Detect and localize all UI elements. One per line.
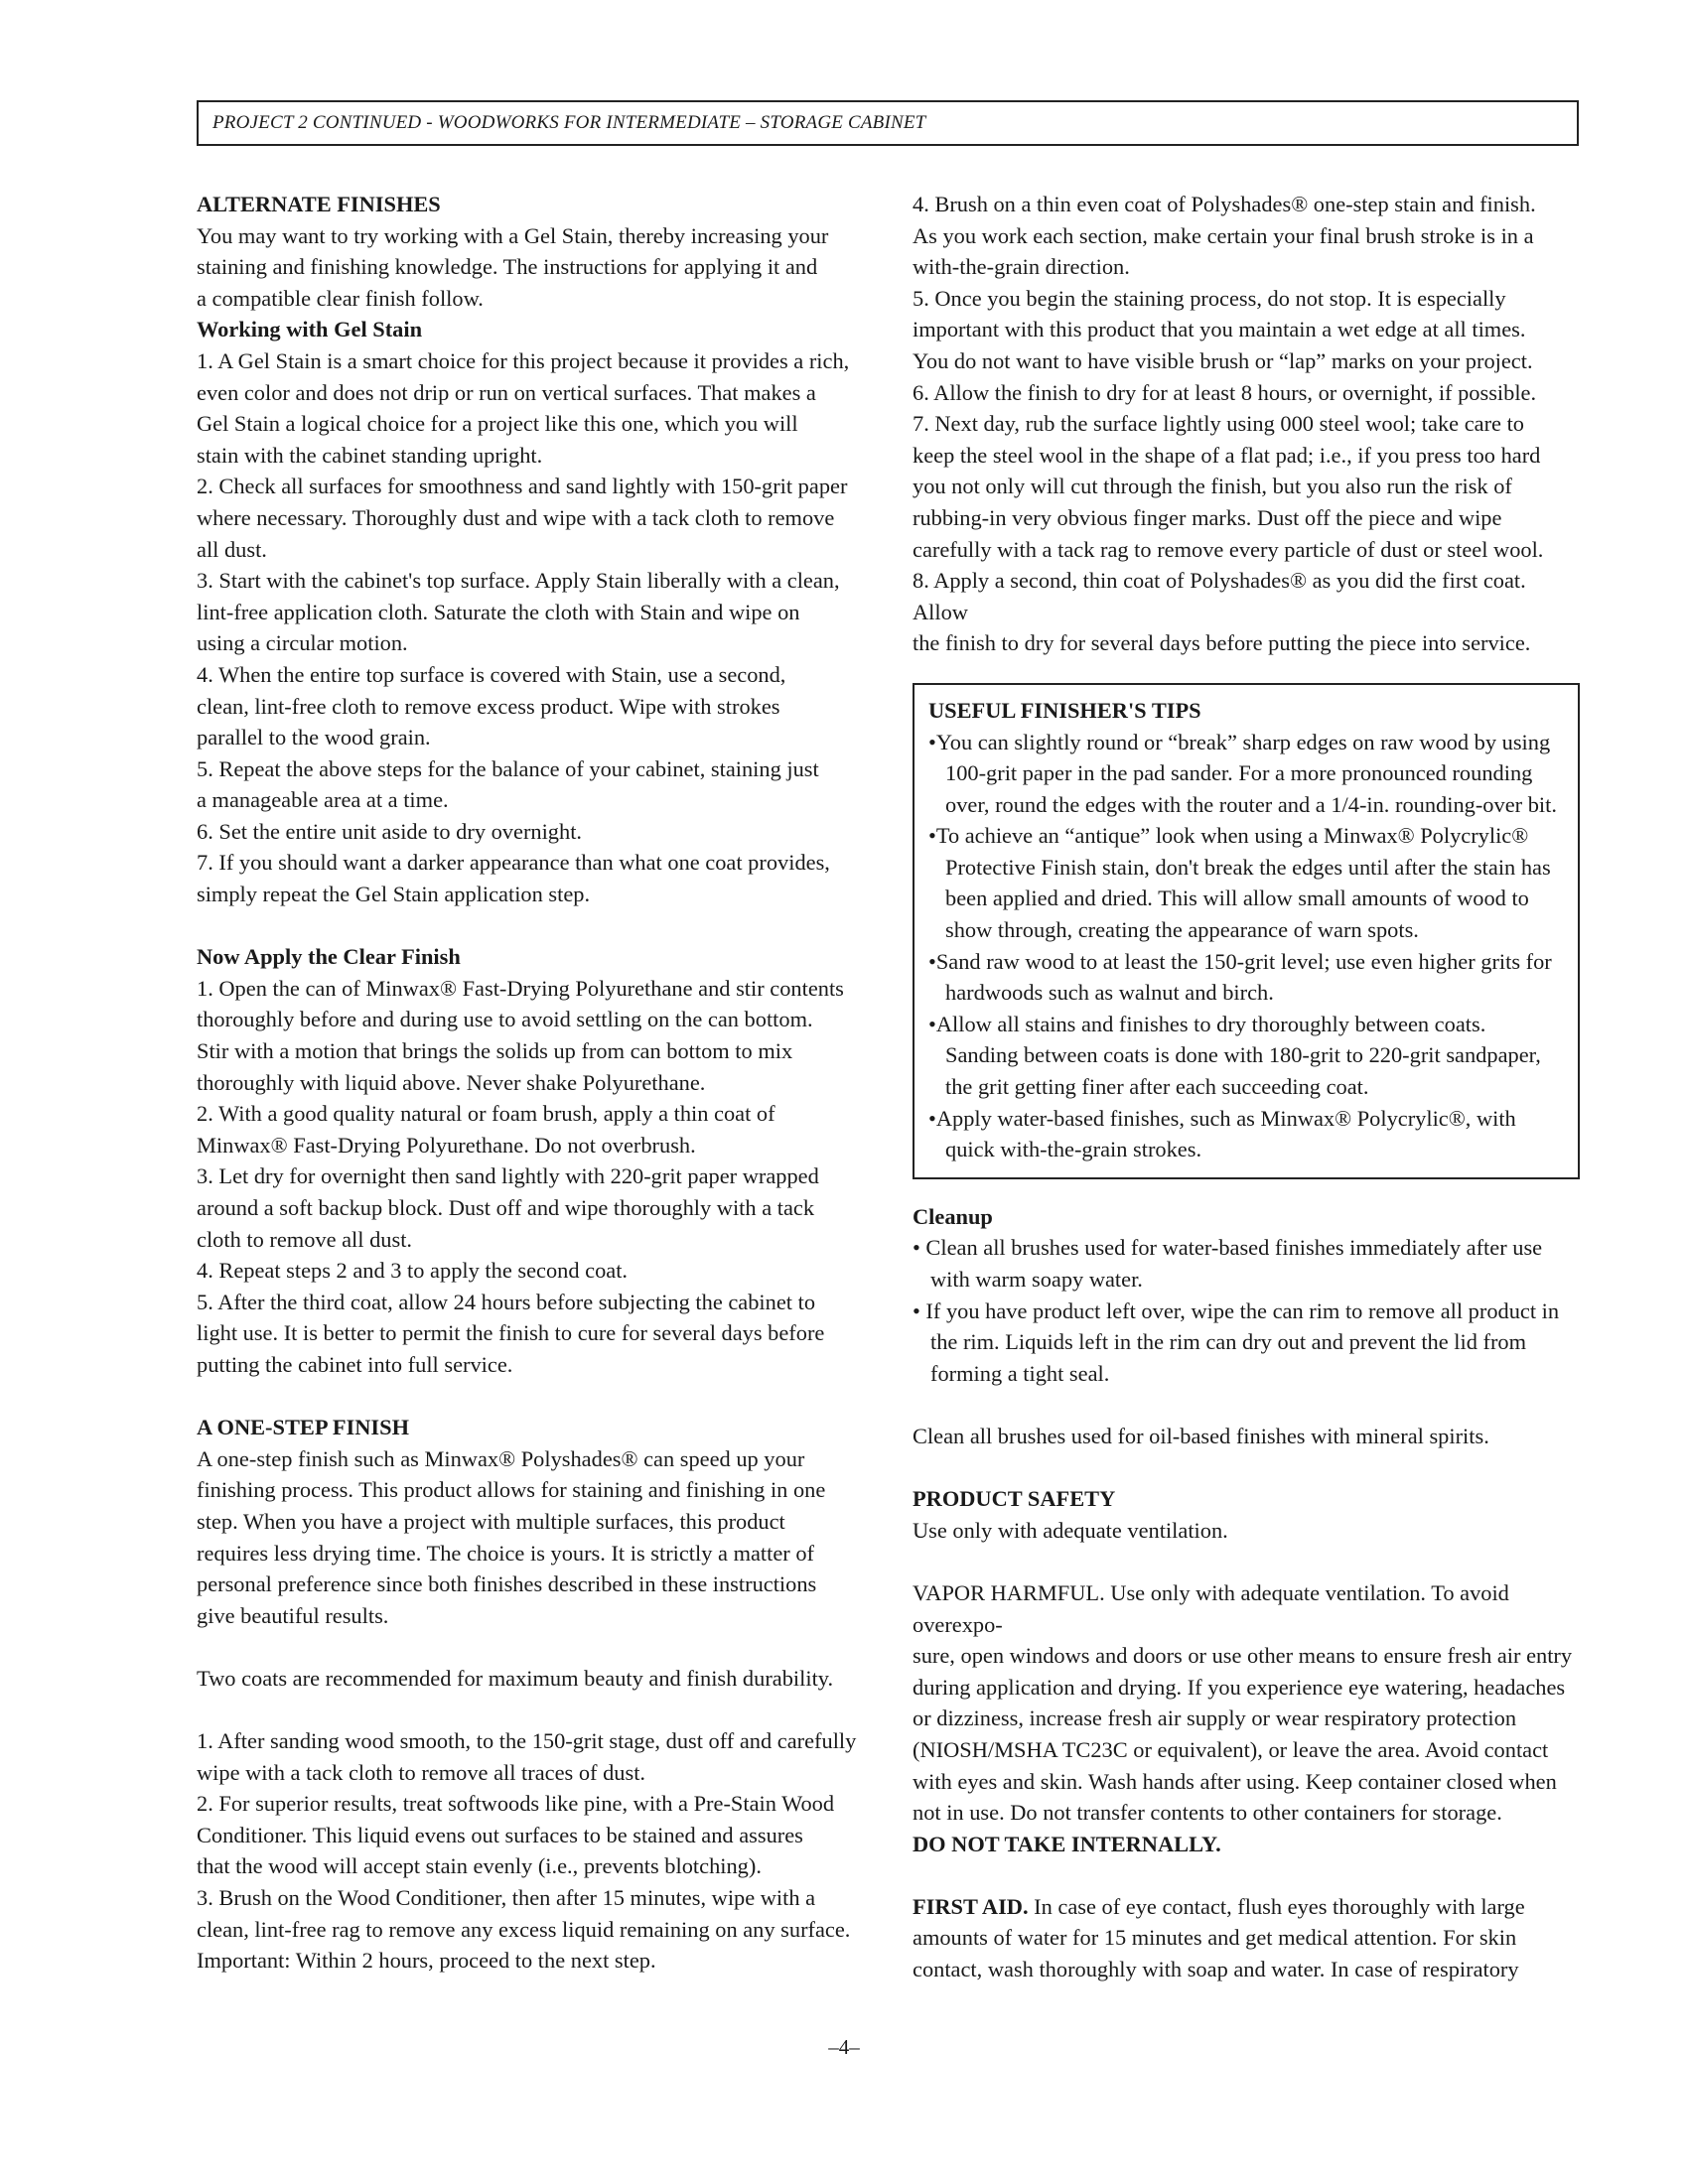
oil-cleanup-note: Clean all brushes used for oil-based finishes with mineral spirits. [913,1423,1489,1448]
text-line: stain with the cabinet standing upright. [197,442,543,468]
text-line: cloth to remove all dust. [197,1226,413,1252]
clear-steps [197,973,867,1381]
text-line: with eyes and skin. Wash hands after using. Keep container closed when [913,1768,1557,1794]
left-column [197,189,867,1977]
text-line: 5. Repeat the above steps for the balance of your cabinet, staining just [197,755,819,781]
text-line: A one-step finish such as Minwax® Polyshades® can speed up your [197,1445,805,1471]
text-line: finishing process. This product allows for staining and finishing in one [197,1477,826,1503]
text-line: 3. Brush on the Wood Conditioner, then after 15 minutes, wipe with a [197,1885,816,1911]
text-line: or dizziness, increase fresh air supply or wear respiratory protection [913,1706,1517,1731]
text-line: 4. Brush on a thin even coat of Polyshades® one-step stain and finish. [913,192,1536,216]
text-line: 1. After sanding wood smooth, to the 150-grit stage, dust off and carefully [197,1728,857,1754]
text-line: (NIOSH/MSHA TC23C or equivalent), or leave the area. Avoid contact [913,1736,1549,1762]
text-line: all dust. [197,536,267,562]
text-line: Stir with a motion that brings the solids up from can bottom to mix [197,1038,793,1064]
first-aid-label: FIRST AID. [913,1893,1029,1919]
page-header [197,100,1579,146]
text-line: 5. After the third coat, allow 24 hours before subjecting the cabinet to [197,1289,816,1314]
first-aid-paragraph [913,1891,1580,1923]
text-line: staining and finishing knowledge. The instructions for applying it and [197,254,818,280]
text-line: give beautiful results. [197,1602,389,1628]
text-line: Important: Within 2 hours, proceed to the next step. [197,1948,656,1974]
first-aid-line-1: In case of eye contact, flush eyes thoroughly with large [1028,1893,1525,1919]
text-line: important with this product that you maintain a wet edge at all times. [913,317,1526,342]
text-line: you not only will cut through the finish, but you also run the risk of [913,474,1512,499]
gel-steps [197,345,867,910]
text-line: where necessary. Thoroughly dust and wipe with a tack cloth to remove [197,504,835,530]
heading-gel-stain: Working with Gel Stain [197,317,423,342]
text-line: As you work each section, make certain your final brush stroke is in a [913,222,1534,248]
ventilation-note: Use only with adequate ventilation. [913,1517,1228,1543]
vapor-warning [913,1577,1580,1829]
text-line: that the wood will accept stain evenly (i.e., prevents blotching). [197,1853,762,1879]
text-line: lint-free application cloth. Saturate the cloth with Stain and wipe on [197,599,800,624]
do-not-take-internally: DO NOT TAKE INTERNALLY. [913,1831,1221,1856]
text-line: 7. Next day, rub the surface lightly using 000 steel wool; take care to [913,411,1524,437]
text-line: around a soft backup block. Dust off and wipe thoroughly with a tack [197,1195,815,1220]
text-line: 8. Apply a second, thin coat of Polyshades® as you did the first coat. Allow [913,568,1526,624]
text-line: clean, lint-free rag to remove any excess liquid remaining on any surface. [197,1916,851,1942]
text-line: 2. With a good quality natural or foam brush, apply a thin coat of [197,1101,775,1127]
text-line: requires less drying time. The choice is yours. It is strictly a matter of [197,1540,815,1566]
text-line: 3. Let dry for overnight then sand lightly with 220-grit paper wrapped [197,1163,819,1189]
text-line: 4. When the entire top surface is covered with Stain, use a second, [197,661,786,687]
text-line: the finish to dry for several days before putting the piece into service. [913,630,1531,656]
header-title: PROJECT 2 CONTINUED - WOODWORKS FOR INTERMEDIATE – STORAGE CABINET [212,112,926,133]
text-line: sure, open windows and doors or use other means to ensure fresh air entry [913,1643,1573,1669]
text-line: simply repeat the Gel Stain application step. [197,882,591,907]
text-line: a compatible clear finish follow. [197,285,484,311]
heading-cleanup: Cleanup [913,1203,993,1229]
right-column [913,189,1580,1985]
text-line: with-the-grain direction. [913,254,1130,280]
text-line: light use. It is better to permit the finish to cure for several days before [197,1320,825,1346]
text-line: wipe with a tack cloth to remove all traces of dust. [197,1759,646,1785]
text-line: • Clean all brushes used for water-based finishes immediately after use with warm soapy water. [913,1235,1543,1292]
text-line: rubbing-in very obvious finger marks. Dust off the piece and wipe [913,504,1502,530]
text-line: not in use. Do not transfer contents to other containers for storage. [913,1800,1502,1826]
one-step-steps-continued [913,189,1580,659]
text-line: •To achieve an “antique” look when using a Minwax® Polycrylic® Protective Finish stain, don't break the edges until after the stain has been applied and dried. This will allow small amounts of wood to show through, creating the appearance of warn spots. [928,823,1551,943]
text-line: 1. Open the can of Minwax® Fast-Drying Polyurethane and stir contents [197,975,844,1001]
one-step-steps [197,1725,867,1977]
text-line: • If you have product left over, wipe the can rim to remove all product in the rim. Liquids left in the rim can dry out and prevent the lid from forming a tight seal. [913,1297,1560,1386]
text-line: 1. A Gel Stain is a smart choice for this project because it provides a rich, [197,347,850,373]
text-line: Conditioner. This liquid evens out surfaces to be stained and assures [197,1822,803,1847]
text-line: You do not want to have visible brush or “lap” marks on your project. [913,347,1533,373]
text-line: during application and drying. If you experience eye watering, headaches [913,1674,1566,1700]
text-line: 4. Repeat steps 2 and 3 to apply the second coat. [197,1258,629,1284]
page-number: –4– [828,2035,860,2059]
text-line: You may want to try working with a Gel Stain, thereby increasing your [197,222,829,248]
text-line: clean, lint-free cloth to remove excess product. Wipe with strokes [197,693,780,719]
text-line: using a circular motion. [197,630,408,656]
text-line: putting the cabinet into full service. [197,1351,513,1377]
text-line: step. When you have a project with multiple surfaces, this product [197,1508,785,1534]
text-line: 2. For superior results, treat softwoods like pine, with a Pre-Stain Wood [197,1791,835,1817]
text-line: VAPOR HARMFUL. Use only with adequate ventilation. To avoid overexpo- [913,1579,1509,1637]
text-line: thoroughly with liquid above. Never shake Polyurethane. [197,1069,706,1095]
first-aid-line-2: amounts of water for 15 minutes and get medical attention. For skin [913,1925,1517,1951]
text-line: a manageable area at a time. [197,787,449,813]
text-line: parallel to the wood grain. [197,725,431,751]
finishers-tips-box [913,683,1580,1179]
text-line: 5. Once you begin the staining process, do not stop. It is especially [913,285,1506,311]
text-line: Gel Stain a logical choice for a project like this one, which you will [197,411,798,437]
first-aid-line-3: contact, wash thoroughly with soap and water. In case of respiratory [913,1957,1519,1982]
text-line: keep the steel wool in the shape of a flat pad; i.e., if you press too hard [913,442,1541,468]
text-line: thoroughly before and during use to avoid settling on the can bottom. [197,1007,813,1032]
text-line: even color and does not drip or run on vertical surfaces. That makes a [197,379,816,405]
text-line: 6. Allow the finish to dry for at least 8 hours, or overnight, if possible. [913,379,1537,405]
text-line: Minwax® Fast-Drying Polyurethane. Do not overbrush. [197,1132,696,1158]
two-coats-note: Two coats are recommended for maximum beauty and finish durability. [197,1665,834,1691]
text-line: carefully with a tack rag to remove every particle of dust or steel wool. [913,536,1544,562]
text-line: 2. Check all surfaces for smoothness and sand lightly with 150-grit paper [197,474,848,499]
heading-alternate-finishes: ALTERNATE FINISHES [197,192,441,216]
text-line: 7. If you should want a darker appearance than what one coat provides, [197,850,830,876]
heading-product-safety: PRODUCT SAFETY [913,1486,1116,1512]
text-line: 3. Start with the cabinet's top surface. Apply Stain liberally with a clean, [197,568,840,594]
cleanup-list [913,1232,1580,1389]
text-line: •Allow all stains and finishes to dry thoroughly between coats. Sanding between coats is done with 180-grit to 220-grit sandpaper, the grit getting finer after each succeeding coat. [928,1011,1541,1100]
text-line: •Sand raw wood to at least the 150-grit level; use even higher grits for hardwoods such as walnut and birch. [928,948,1552,1006]
alt-intro [197,220,867,315]
heading-finishers-tips: USEFUL FINISHER'S TIPS [928,697,1201,723]
text-line: •Apply water-based finishes, such as Minwax® Polycrylic®, with quick with-the-grain strokes. [928,1105,1516,1162]
text-line: 6. Set the entire unit aside to dry overnight. [197,818,583,844]
one-step-intro [197,1443,867,1632]
tips-list [928,727,1564,1165]
heading-clear-finish: Now Apply the Clear Finish [197,944,461,970]
heading-one-step-finish: A ONE-STEP FINISH [197,1415,410,1440]
text-line: personal preference since both finishes described in these instructions [197,1571,817,1597]
text-line: •You can slightly round or “break” sharp edges on raw wood by using 100-grit paper in the pad sander. For a more pronounced rounding over, round the edges with the router and a 1/4-in. rounding-over bit. [928,729,1557,817]
